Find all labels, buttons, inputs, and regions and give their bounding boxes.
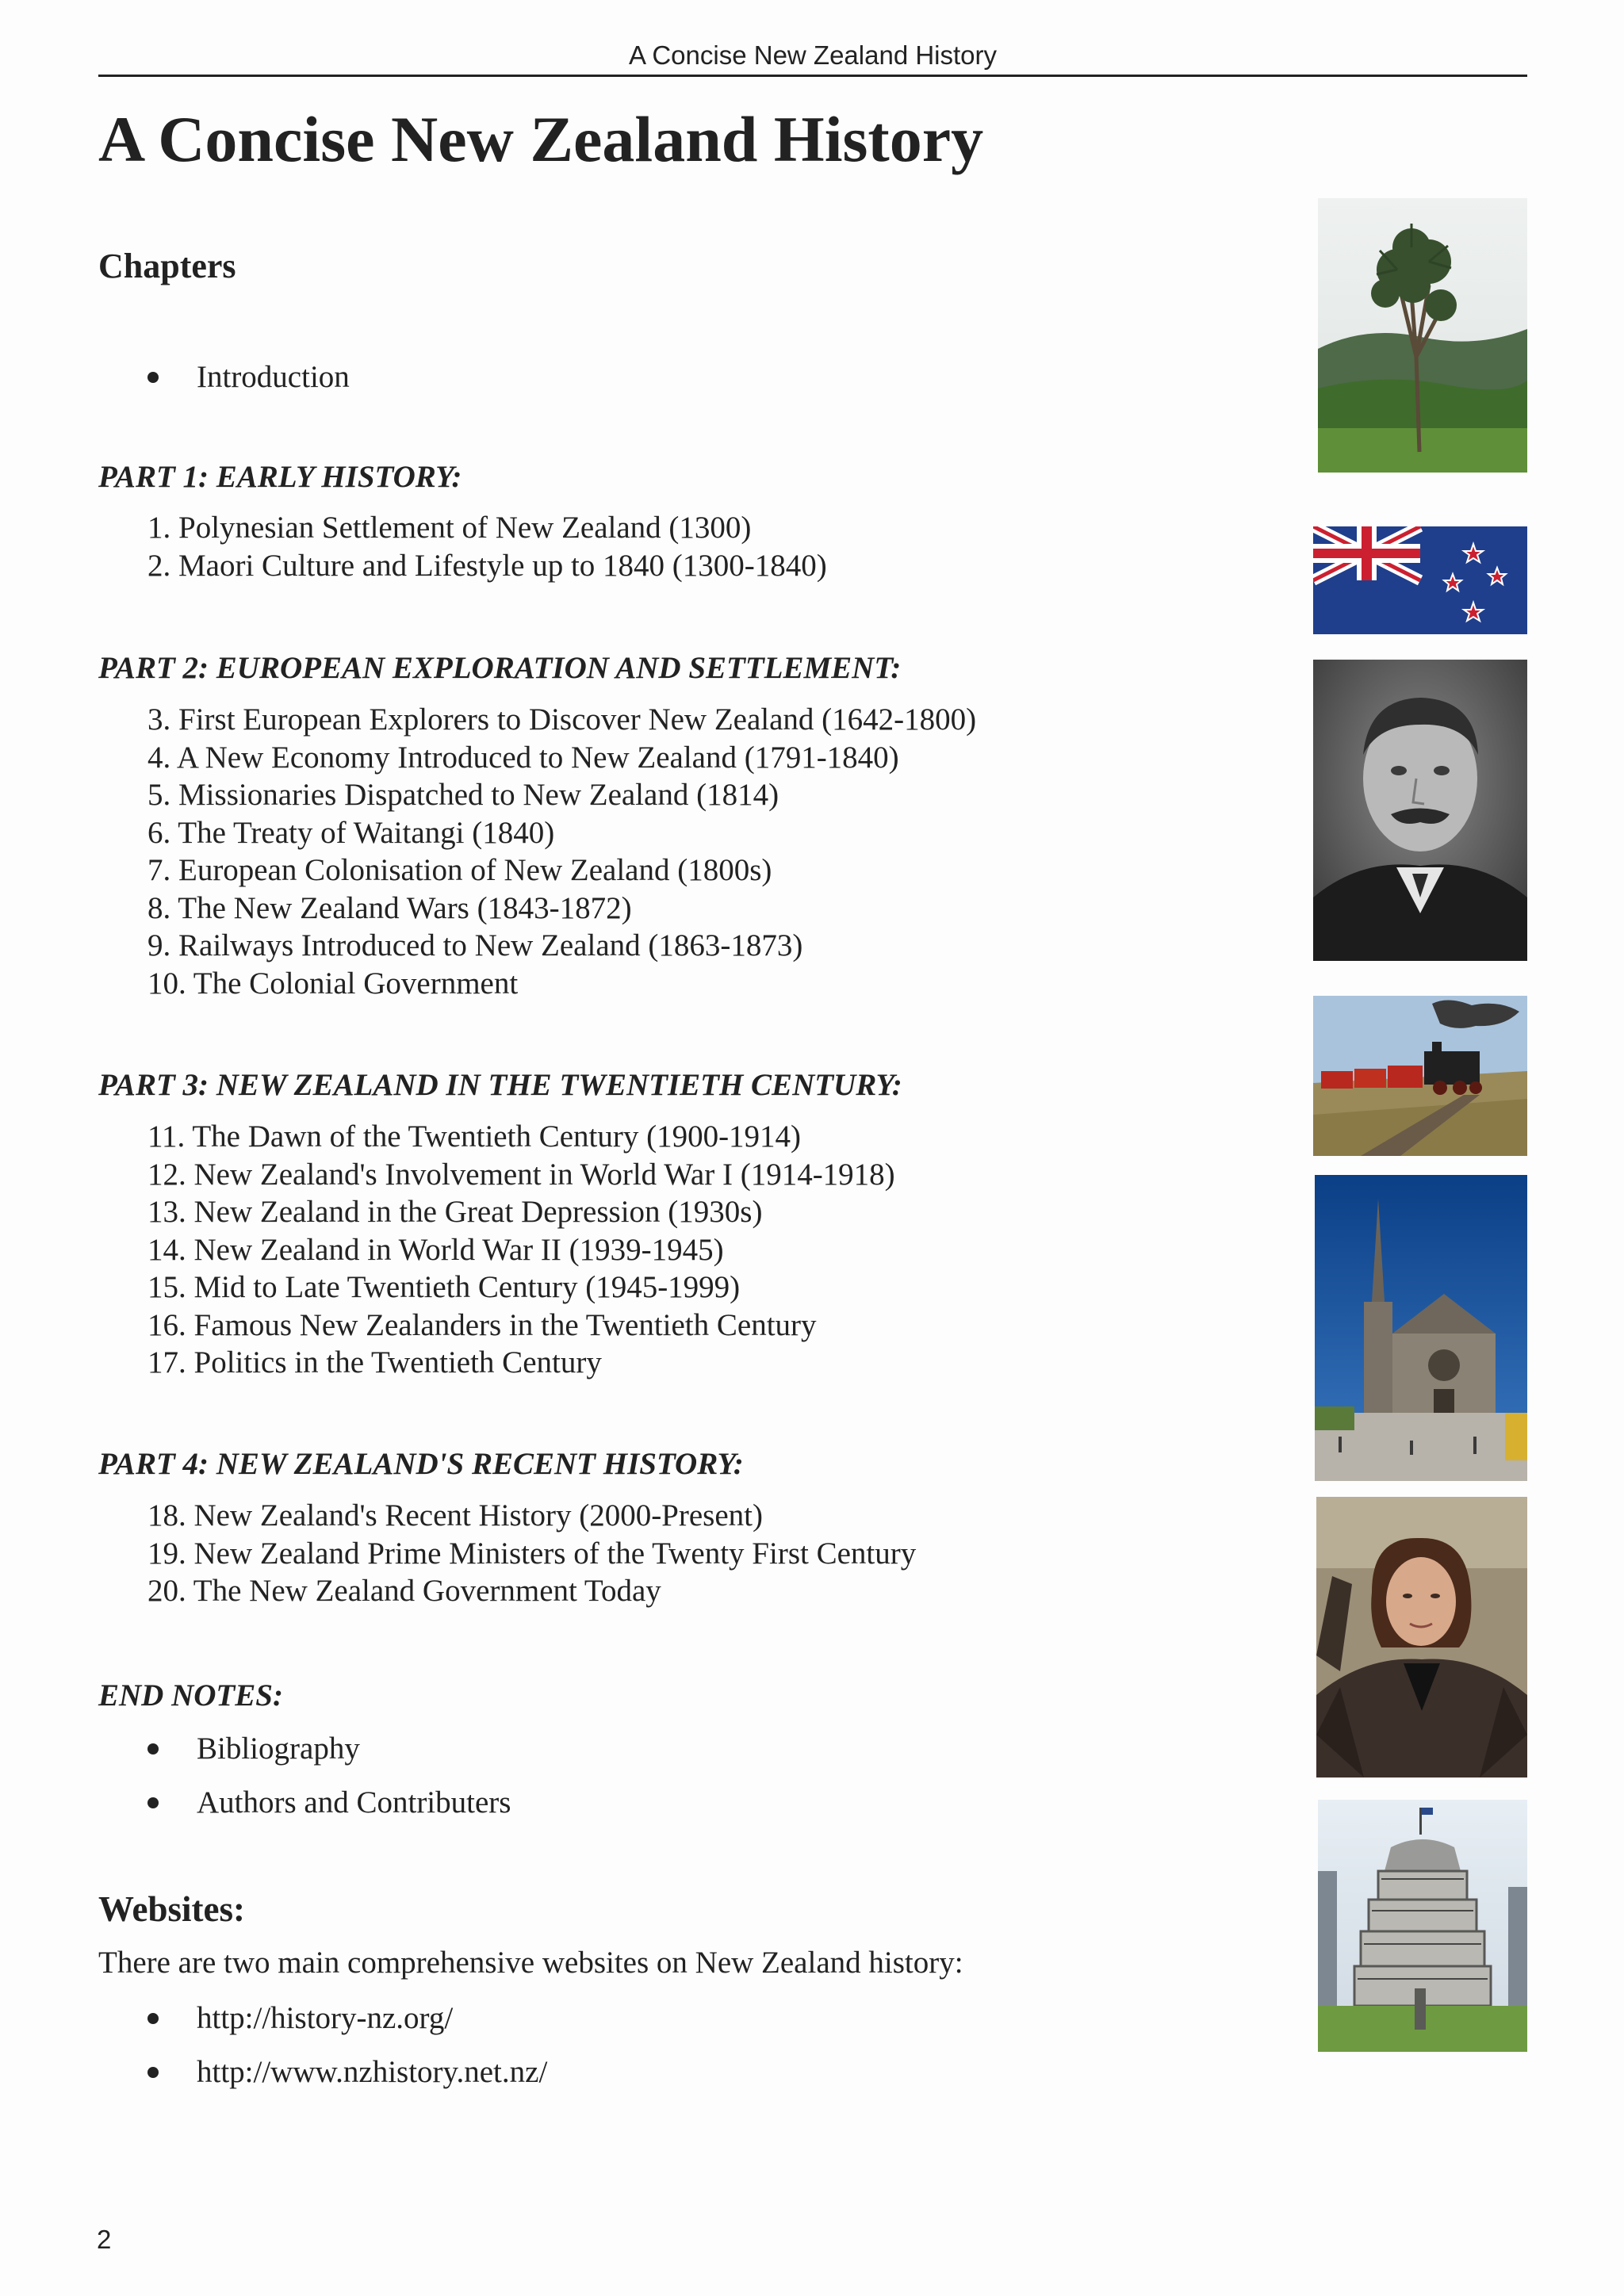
bullet-icon	[147, 372, 159, 383]
historical-portrait-photo	[1313, 660, 1527, 961]
page-title: A Concise New Zealand History	[98, 103, 984, 175]
part-4-heading: PART 4: NEW ZEALAND'S RECENT HISTORY:	[98, 1447, 744, 1481]
chapter-item[interactable]: 19. New Zealand Prime Ministers of the Twenty First Century	[147, 1536, 917, 1571]
list-item[interactable]	[98, 350, 350, 404]
list-item[interactable]	[98, 1722, 511, 1776]
chapter-item[interactable]: 7. European Colonisation of New Zealand (1800s)	[147, 853, 772, 887]
chapter-item[interactable]: 9. Railways Introduced to New Zealand (1863-1873)	[147, 928, 803, 962]
chapter-item[interactable]: 2. Maori Culture and Lifestyle up to 1840 (1300-1840)	[147, 548, 827, 583]
bullet-icon	[147, 2013, 159, 2024]
chapter-item[interactable]: 8. The New Zealand Wars (1843-1872)	[147, 890, 632, 925]
part-1-chapter-list	[147, 509, 827, 584]
end-notes-list	[98, 1722, 511, 1830]
chapter-item[interactable]: 20. The New Zealand Government Today	[147, 1574, 661, 1608]
part-3-heading: PART 3: NEW ZEALAND IN THE TWENTIETH CENTURY:	[98, 1068, 902, 1102]
part-3-chapter-list	[147, 1118, 895, 1382]
part-2-chapter-list	[147, 701, 976, 1002]
bullet-icon	[147, 1797, 159, 1808]
chapter-item[interactable]: 18. New Zealand's Recent History (2000-Present)	[147, 1498, 763, 1533]
part-1-heading: PART 1: EARLY HISTORY:	[98, 460, 462, 494]
chapter-item[interactable]: 13. New Zealand in the Great Depression (1930s)	[147, 1195, 763, 1229]
website-link[interactable]: http://history-nz.org/	[197, 2001, 454, 2035]
list-item[interactable]	[98, 2045, 547, 2099]
chapter-item[interactable]: 5. Missionaries Dispatched to New Zealand (1814)	[147, 778, 779, 812]
list-item[interactable]	[98, 1776, 511, 1830]
end-notes-heading: END NOTES:	[98, 1678, 283, 1712]
websites-heading: Websites:	[98, 1889, 245, 1929]
cathedral-photo	[1315, 1175, 1527, 1481]
chapter-item[interactable]: 15. Mid to Late Twentieth Century (1945-1999)	[147, 1270, 741, 1304]
chapters-heading: Chapters	[98, 247, 236, 285]
intro-list	[98, 350, 350, 404]
chapter-item[interactable]: 14. New Zealand in World War II (1939-1945)	[147, 1232, 724, 1267]
page-number: 2	[97, 2225, 112, 2254]
cabbage-tree-photo	[1318, 198, 1527, 473]
parliament-beehive-photo	[1318, 1800, 1527, 2052]
running-header: A Concise New Zealand History	[98, 38, 1527, 77]
bullet-icon	[147, 1743, 159, 1755]
end-note-link[interactable]: Bibliography	[197, 1732, 360, 1766]
chapter-item[interactable]: 12. New Zealand's Involvement in World War I (1914-1918)	[147, 1157, 895, 1192]
chapter-item[interactable]: 17. Politics in the Twentieth Century	[147, 1345, 602, 1380]
chapter-item[interactable]: 11. The Dawn of the Twentieth Century (1900-1914)	[147, 1119, 802, 1154]
chapter-item[interactable]: 1. Polynesian Settlement of New Zealand (1300)	[147, 511, 752, 545]
chapter-item[interactable]: 3. First European Explorers to Discover New Zealand (1642-1800)	[147, 702, 977, 737]
chapter-item[interactable]: 4. A New Economy Introduced to New Zealand (1791-1840)	[147, 740, 899, 775]
part-2-heading: PART 2: EUROPEAN EXPLORATION AND SETTLEMENT:	[98, 651, 902, 685]
end-note-link[interactable]: Authors and Contributers	[197, 1785, 511, 1820]
part-4-chapter-list	[147, 1497, 916, 1610]
website-link[interactable]: http://www.nzhistory.net.nz/	[197, 2055, 548, 2089]
list-item[interactable]	[98, 1992, 547, 2045]
chapter-item[interactable]: 10. The Colonial Government	[147, 966, 519, 1001]
chapter-item[interactable]: 6. The Treaty of Waitangi (1840)	[147, 815, 555, 850]
steam-train-photo	[1313, 996, 1527, 1156]
prime-minister-photo	[1316, 1497, 1527, 1777]
chapter-item[interactable]: 16. Famous New Zealanders in the Twentieth Century	[147, 1307, 817, 1342]
bullet-icon	[147, 2067, 159, 2078]
chapter-link-introduction[interactable]: Introduction	[197, 360, 350, 394]
websites-intro: There are two main comprehensive websites on New Zealand history:	[98, 1946, 963, 1980]
websites-list	[98, 1992, 547, 2099]
new-zealand-flag-image	[1313, 526, 1527, 634]
